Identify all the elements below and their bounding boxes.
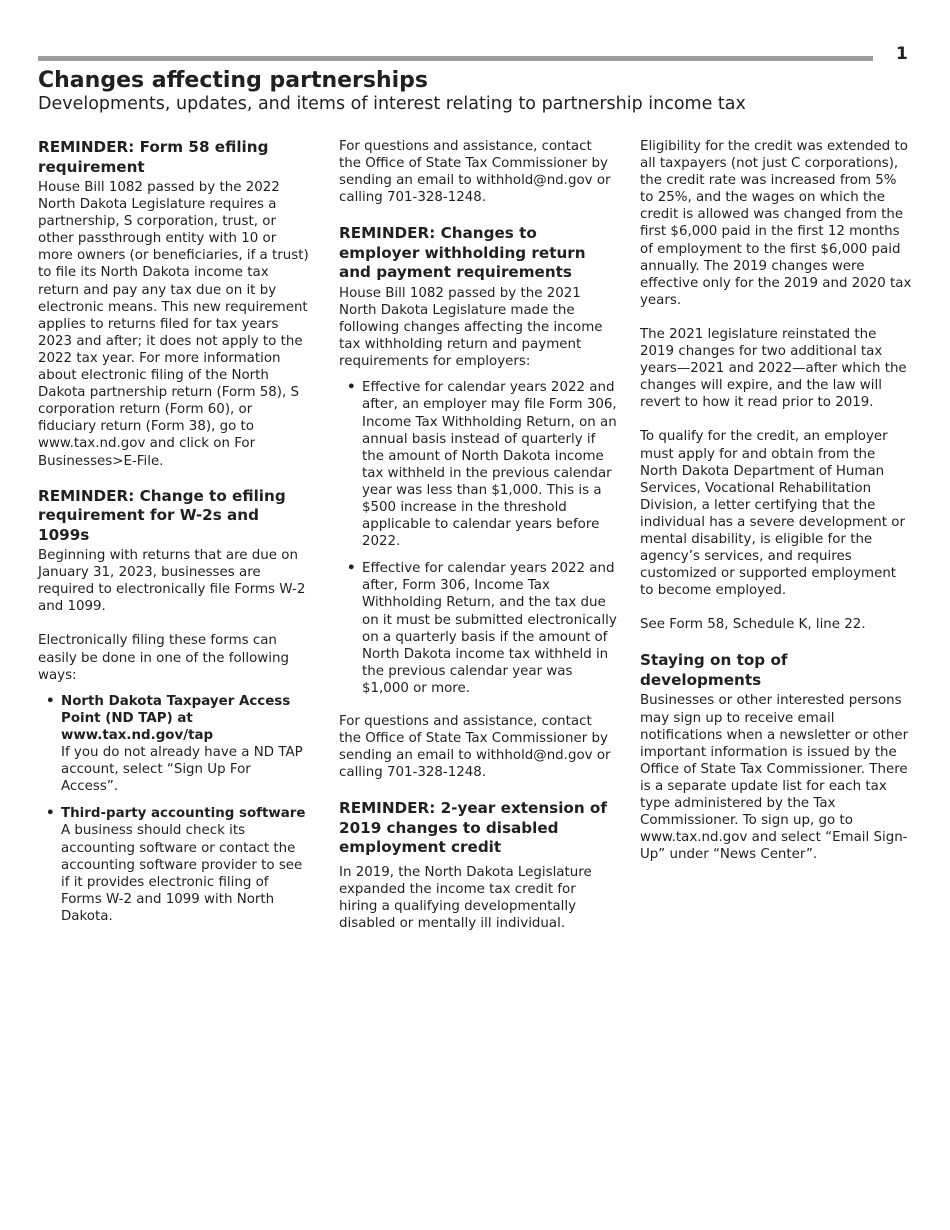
w2-body-2: Electronically filing these forms can easily be done in one of the following ways:: [38, 633, 289, 683]
staying-heading: Staying on top of developments: [640, 651, 788, 689]
w2-heading: REMINDER: Change to efiling requirement for W-2s and 1099s: [38, 486, 286, 544]
w2-option-text: If you do not already have a ND TAP account, select “Sign Up For Access”.: [61, 745, 303, 795]
w2-option-title: Third-party accounting software: [61, 806, 306, 822]
list-item: [339, 560, 617, 697]
page-number: 1: [896, 44, 908, 64]
bullet-icon: •: [347, 561, 356, 577]
form58-body: House Bill 1082 passed by the 2022 North Dakota Legislature requires a partnership, S corporation, trust, or other passthrough entity with 10 or more owners (or beneficiaries, if a trust) to file its North Dakota income tax return and pay any tax due on it by electronic means. This new requirement applies to returns filed for tax years 2023 and after; it does not apply to the 2022 tax year. For more information about electronic filing of the North Dakota partnership return (Form 58), S corporation return (Form 60), or fiduciary return (Form 38), go to www.tax.nd.gov and click on For Businesses>E-File.: [38, 180, 309, 469]
bullet-icon: •: [46, 806, 55, 822]
bullet-icon: •: [46, 693, 55, 709]
bullet-icon: •: [347, 380, 356, 396]
page-subtitle: Developments, updates, and items of interest relating to partnership income tax: [38, 94, 746, 114]
list-item: [38, 693, 310, 796]
list-item: [339, 379, 617, 550]
w2-option-title: North Dakota Taxpayer Access Point (ND TAP) at www.tax.nd.gov/tap: [61, 693, 291, 743]
disabled-credit-body-1: In 2019, the North Dakota Legislature expanded the income tax credit for hiring a qualifying developmentally disabled or mentally ill individual.: [339, 864, 592, 932]
w2-option-text: A business should check its accounting software or contact the accounting software provider to see if it provides electronic filing of Forms W-2 and 1099 with North Dakota.: [61, 823, 303, 924]
withholding-heading: REMINDER: Changes to employer withholding return and payment requirements: [339, 224, 586, 282]
top-rule: [38, 56, 873, 61]
page-title: Changes affecting partnerships: [38, 68, 429, 93]
list-item: [38, 805, 310, 925]
w2-options-list: [38, 693, 310, 925]
disabled-credit-body-2: Eligibility for the credit was extended to all taxpayers (not just C corporations), the credit rate was increased from 5% to 25%, and the wages on which the credit is allowed was changed from the first $6,000 paid in the first 12 months of employment to the first $6,000 paid annually. The 2019 changes were effective only for the 2019 and 2020 tax years.: [640, 139, 912, 308]
contact-paragraph-1: For questions and assistance, contact the Office of State Tax Commissioner by sending an email to withhold@nd.gov or calling 701-328-1248.: [339, 139, 611, 206]
staying-body: Businesses or other interested persons may sign up to receive email notifications when a newsletter or other important information is issued by the Office of State Tax Commissioner. There is a separate update list for each tax type administered by the Tax Commissioner. To sign up, go to www.tax.nd.gov and select “Email Sign-Up” under “News Center”.: [640, 693, 909, 863]
column-2: [339, 138, 617, 949]
form58-heading: REMINDER: Form 58 efiling requirement: [38, 138, 269, 176]
disabled-credit-body-3: The 2021 legislature reinstated the 2019 changes for two additional tax years—2021 and 2022—after which the changes will expire, and the law will revert to how it read prior to 2019.: [640, 326, 907, 411]
disabled-credit-body-5: See Form 58, Schedule K, line 22.: [640, 617, 866, 633]
column-3: [640, 138, 912, 880]
disabled-credit-heading: REMINDER: 2-year extension of 2019 changes to disabled employment credit: [339, 799, 607, 857]
contact-paragraph-2: For questions and assistance, contact the Office of State Tax Commissioner by sending an email to withhold@nd.gov or calling 701-328-1248.: [339, 714, 611, 781]
withholding-body: House Bill 1082 passed by the 2021 North Dakota Legislature made the following changes affecting the income tax withholding return and payment requirements for employers:: [339, 285, 603, 370]
withholding-item-text: Effective for calendar years 2022 and after, Form 306, Income Tax Withholding Return, and the tax due on it must be submitted electronically on a quarterly basis if the amount of North Dakota income tax withheld in the previous calendar year was $1,000 or more.: [362, 561, 617, 696]
w2-body-1: Beginning with returns that are due on January 31, 2023, businesses are required to electronically file Forms W-2 and 1099.: [38, 548, 306, 615]
withholding-item-text: Effective for calendar years 2022 and after, an employer may file Form 306, Income Tax Withholding Return, on an annual basis instead of quarterly if the amount of North Dakota income tax withheld in the previous calendar year was less than $1,000. This is a $500 increase in the threshold applicable to calendar years before 2022.: [362, 380, 617, 550]
withholding-list: [339, 379, 617, 697]
disabled-credit-body-4: To qualify for the credit, an employer must apply for and obtain from the North Dakota Department of Human Services, Vocational Rehabilitation Division, a letter certifying that the individual has a severe development or mental disability, is eligible for the agency’s services, and requires customized or supported employment to become employed.: [640, 429, 906, 599]
column-1: [38, 138, 310, 939]
